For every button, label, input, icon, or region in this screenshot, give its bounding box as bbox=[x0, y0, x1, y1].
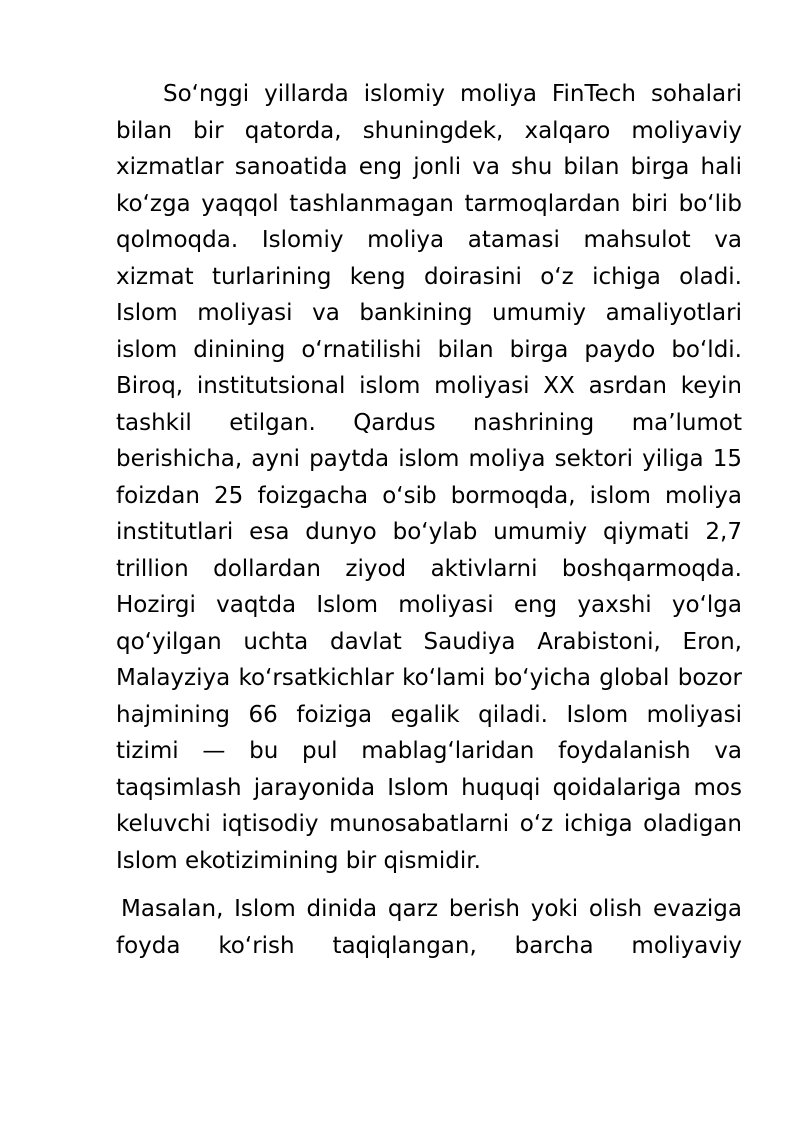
document-page bbox=[116, 76, 742, 964]
paragraph-interest-prohibition: Masalan, Islom dinida qarz berish yoki olish evaziga foyda ko‘rish taqiqlangan, barcha moliyaviy bbox=[116, 896, 742, 959]
paragraph-islamic-finance-overview: So‘nggi yillarda islomiy moliya FinTech sohalari bilan bir qatorda, shuningdek, xalqaro moliyaviy xizmatlar sanoatida eng jonli va shu bilan birga hali ko‘zga yaqqol tashlanmagan tarmoqlardan biri bo‘lib qolmoqda. Islomiy moliya atamasi mahsulot va xizmat turlarining keng doirasini o‘z ichiga oladi. Islom moliyasi va bankining umumiy amaliyotlari islom dinining o‘rnatilishi bilan birga paydo bo‘ldi. Biroq, institutsional islom moliyasi XX asrdan keyin tashkil etilgan. Qardus nashrining ma’lumot berishicha, ayni paytda islom moliya sektori yiliga 15 foizdan 25 foizgacha o‘sib bormoqda, islom moliya institutlari esa dunyo bo‘ylab umumiy qiymati 2,7 trillion dollardan ziyod aktivlarni boshqarmoqda. Hozirgi vaqtda Islom moliyasi eng yaxshi yo‘lga qo‘yilgan uchta davlat Saudiya Arabistoni, Eron, Malayziya ko‘rsatkichlar ko‘lami bo‘yicha global bozor hajmining 66 foiziga egalik qiladi. Islom moliyasi tizimi — bu pul mablag‘laridan foydalanish va taqsimlash jarayonida Islom huquqi qoidalariga mos keluvchi iqtisodiy munosabatlarni o‘z ichiga oladigan Islom ekotizimining bir qismidir. bbox=[116, 81, 742, 874]
